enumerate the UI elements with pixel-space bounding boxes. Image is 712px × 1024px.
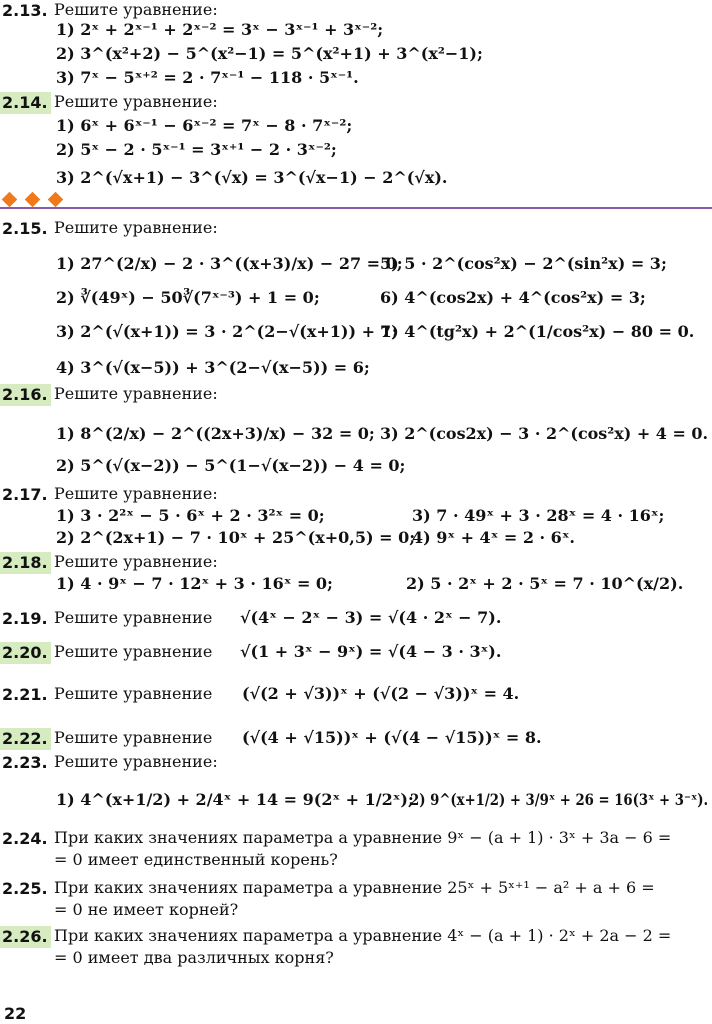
problem-number: 2.26. <box>0 926 51 948</box>
problem-number: 2.20. <box>0 642 51 664</box>
problem-number: 2.21. <box>2 685 48 704</box>
equation: 4) 3^(√(x−5)) + 3^(2−√(x−5)) = 6; <box>56 358 370 377</box>
equation: 2) 5^(√(x−2)) − 5^(1−√(x−2)) − 4 = 0; <box>56 456 406 475</box>
equation: 1) 3 · 2²ˣ − 5 · 6ˣ + 2 · 3²ˣ = 0; <box>56 506 325 525</box>
section-divider <box>0 207 712 209</box>
problem-text: = 0 имеет два различных корня? <box>54 948 334 967</box>
equation: 2) ∛(49ˣ) − 50∛(7ˣ⁻³) + 1 = 0; <box>56 288 320 307</box>
page-number: 22 <box>4 1004 27 1023</box>
problem-title: Решите уравнение: <box>54 92 218 111</box>
problem-title: Решите уравнение: <box>54 484 218 503</box>
equation: (√(4 + √15))ˣ + (√(4 − √15))ˣ = 8. <box>242 728 542 747</box>
equation: 3) 2^(√x+1) − 3^(√x) = 3^(√x−1) − 2^(√x). <box>56 168 448 187</box>
problem-number: 2.23. <box>2 753 48 772</box>
problem-text: При каких значениях параметра a уравнение 25ˣ + 5ˣ⁺¹ − a² + a + 6 = <box>54 878 655 897</box>
problem-title: Решите уравнение <box>54 608 213 627</box>
equation: 1) 2ˣ + 2ˣ⁻¹ + 2ˣ⁻² = 3ˣ − 3ˣ⁻¹ + 3ˣ⁻²; <box>56 20 384 39</box>
diamond-icon <box>2 192 18 208</box>
equation: √(1 + 3ˣ − 9ˣ) = √(4 − 3 · 3ˣ). <box>240 642 502 661</box>
problem-number: 2.14. <box>0 92 51 114</box>
problem-title: Решите уравнение: <box>54 384 218 403</box>
diamond-icon <box>25 192 41 208</box>
equation: 2) 3^(x²+2) − 5^(x²−1) = 5^(x²+1) + 3^(x²−1); <box>56 44 483 63</box>
equation: 7) 4^(tg²x) + 2^(1/cos²x) − 80 = 0. <box>380 322 695 341</box>
problem-title: Решите уравнение: <box>54 752 218 771</box>
problem-text: = 0 имеет единственный корень? <box>54 850 338 869</box>
problem-number: 2.15. <box>2 219 48 238</box>
equation: 2) 5 · 2ˣ + 2 · 5ˣ = 7 · 10^(x/2). <box>406 574 684 593</box>
problem-number: 2.16. <box>0 384 51 406</box>
problem-number: 2.18. <box>0 552 51 574</box>
equation: 5) 5 · 2^(cos²x) − 2^(sin²x) = 3; <box>380 254 667 273</box>
equation: 3) 7ˣ − 5ˣ⁺² = 2 · 7ˣ⁻¹ − 118 · 5ˣ⁻¹. <box>56 68 359 87</box>
equation: √(4ˣ − 2ˣ − 3) = √(4 · 2ˣ − 7). <box>240 608 502 627</box>
equation: 3) 7 · 49ˣ + 3 · 28ˣ = 4 · 16ˣ; <box>412 506 665 525</box>
equation: 1) 8^(2/x) − 2^((2x+3)/x) − 32 = 0; <box>56 424 375 443</box>
problem-title: Решите уравнение: <box>54 218 218 237</box>
problem-title: Решите уравнение: <box>54 0 218 19</box>
equation: 3) 2^(√(x+1)) = 3 · 2^(2−√(x+1)) + 1; <box>56 322 398 341</box>
equation: 1) 4^(x+1/2) + 2/4ˣ + 14 = 9(2ˣ + 1/2ˣ); <box>56 790 414 809</box>
problem-number: 2.19. <box>2 609 48 628</box>
equation: 2) 2^(2x+1) − 7 · 10ˣ + 25^(x+0,5) = 0; <box>56 528 416 547</box>
equation: 2) 9^(x+1/2) + 3/9ˣ + 26 = 16(3ˣ + 3⁻ˣ). <box>410 790 709 809</box>
equation: 3) 2^(cos2x) − 3 · 2^(cos²x) + 4 = 0. <box>380 424 709 443</box>
problem-title: Решите уравнение <box>54 684 213 703</box>
problem-title: Решите уравнение <box>54 642 213 661</box>
problem-title: Решите уравнение: <box>54 552 218 571</box>
problem-number: 2.22. <box>0 728 51 750</box>
problem-number: 2.25. <box>2 879 48 898</box>
problem-text: = 0 не имеет корней? <box>54 900 239 919</box>
diamond-icon <box>48 192 64 208</box>
equation: 4) 9ˣ + 4ˣ = 2 · 6ˣ. <box>412 528 575 547</box>
equation: 1) 4 · 9ˣ − 7 · 12ˣ + 3 · 16ˣ = 0; <box>56 574 333 593</box>
problem-text: При каких значениях параметра a уравнение 9ˣ − (a + 1) · 3ˣ + 3a − 6 = <box>54 828 672 847</box>
problem-title: Решите уравнение <box>54 728 213 747</box>
equation: 2) 5ˣ − 2 · 5ˣ⁻¹ = 3ˣ⁺¹ − 2 · 3ˣ⁻²; <box>56 140 337 159</box>
difficulty-diamonds <box>2 190 71 206</box>
equation: (√(2 + √3))ˣ + (√(2 − √3))ˣ = 4. <box>242 684 520 703</box>
problem-number: 2.13. <box>2 1 48 20</box>
equation: 1) 27^(2/x) − 2 · 3^((x+3)/x) − 27 = 0; <box>56 254 403 273</box>
equation: 1) 6ˣ + 6ˣ⁻¹ − 6ˣ⁻² = 7ˣ − 8 · 7ˣ⁻²; <box>56 116 353 135</box>
problem-number: 2.24. <box>2 829 48 848</box>
problem-text: При каких значениях параметра a уравнение 4ˣ − (a + 1) · 2ˣ + 2a − 2 = <box>54 926 672 945</box>
problem-number: 2.17. <box>2 485 48 504</box>
equation: 6) 4^(cos2x) + 4^(cos²x) = 3; <box>380 288 646 307</box>
